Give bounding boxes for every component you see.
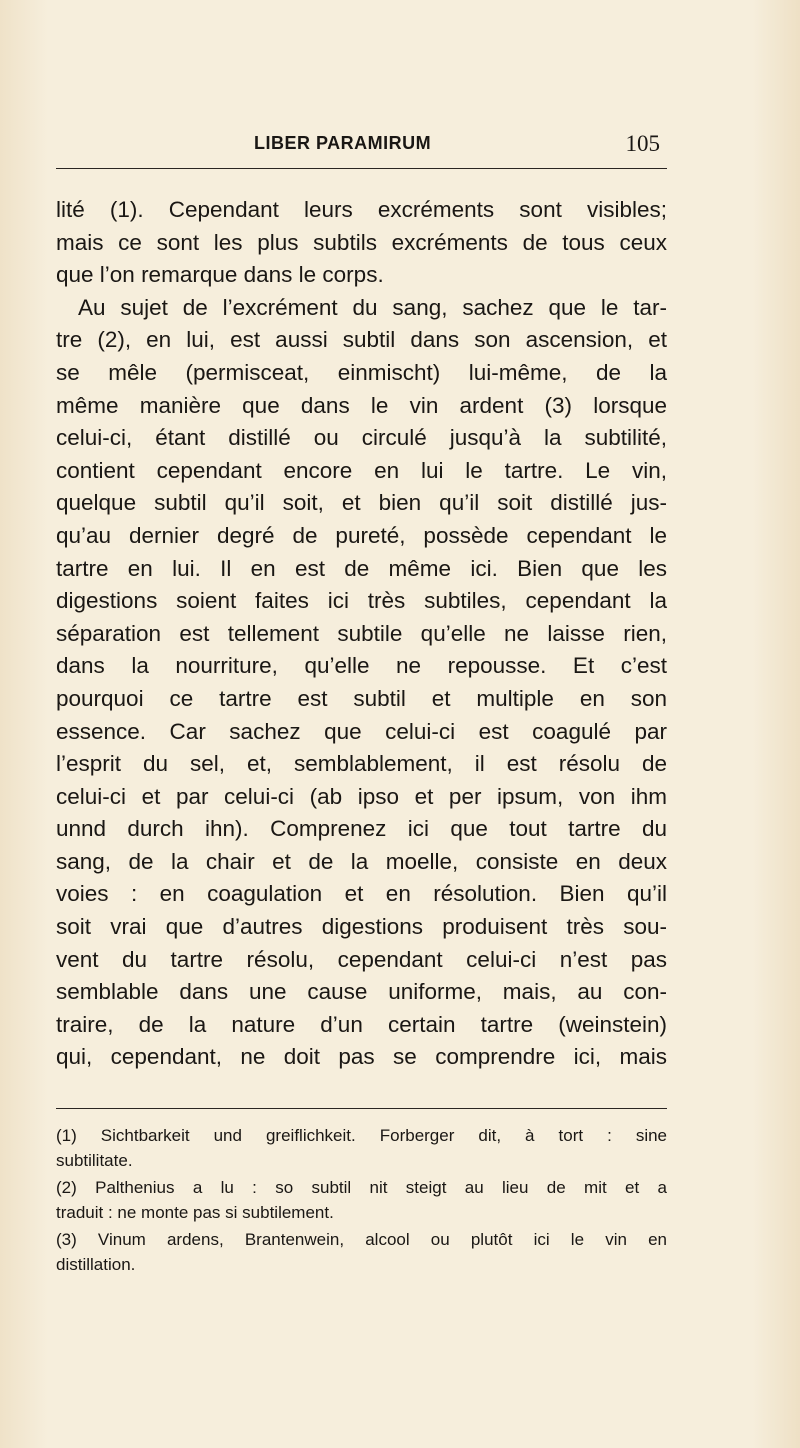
body-line: que l’on remarque dans le corps. (56, 262, 384, 288)
body-line: celui-ci, étant distillé ou circulé jusqu’à la subtilité, (56, 425, 667, 451)
body-line: même manière que dans le vin ardent (3) lorsque (56, 392, 667, 418)
running-title: LIBER PARAMIRUM (254, 133, 432, 153)
footnote-line: (1) Sichtbarkeit und greiflichkeit. Forberger dit, à tort : sine (56, 1126, 667, 1145)
body-line: essence. Car sachez que celui-ci est coagulé par (56, 718, 667, 744)
body-line: séparation est tellement subtile qu’elle ne laisse rien, (56, 620, 667, 646)
footnote-line: traduit : ne monte pas si subtilement. (56, 1202, 334, 1222)
body-line: voies : en coagulation et en résolution. Bien qu’il (56, 881, 667, 907)
body-line: quelque subtil qu’il soit, et bien qu’il soit distillé jus- (56, 490, 667, 516)
body-line: qui, cependant, ne doit pas se comprendre ici, mais (56, 1044, 667, 1070)
footnote-line: subtilitate. (56, 1150, 133, 1170)
body-line: se mêle (permisceat, einmischt) lui-même, de la (56, 359, 667, 385)
footnote-line: (2) Palthenius a lu : so subtil nit steigt au lieu de mit et a (56, 1178, 667, 1197)
body-line: celui-ci et par celui-ci (ab ipso et per ipsum, von ihm (56, 783, 667, 809)
body-line: pourquoi ce tartre est subtil et multiple en son (56, 685, 667, 711)
body-line: mais ce sont les plus subtils excréments de tous ceux (56, 229, 667, 255)
footnote-line: (3) Vinum ardens, Brantenwein, alcool ou plutôt ici le vin en (56, 1230, 667, 1249)
body-line: vent du tartre résolu, cependant celui-ci n’est pas (56, 946, 667, 972)
body-line: tre (2), en lui, est aussi subtil dans son ascension, et (56, 327, 667, 353)
footnote-rule (56, 1108, 667, 1109)
footnote (56, 1176, 667, 1225)
body-line: sang, de la chair et de la moelle, consiste en deux (56, 848, 667, 874)
body-line: l’esprit du sel, et, semblablement, il est résolu de (56, 751, 667, 777)
body-line: tartre en lui. Il en est de même ici. Bien que les (56, 555, 667, 581)
body-line: Au sujet de l’excrément du sang, sachez que le tar- (78, 294, 667, 320)
footnote-line: distillation. (56, 1254, 136, 1274)
page-number: 105 (625, 131, 660, 156)
body-line: traire, de la nature d’un certain tartre (weinstein) (56, 1011, 667, 1037)
body-line: dans la nourriture, qu’elle ne repousse. Et c’est (56, 653, 667, 679)
body-line: unnd durch ihn). Comprenez ici que tout tartre du (56, 816, 667, 842)
body-line: lité (1). Cependant leurs excréments sont visibles; (56, 197, 667, 222)
body-line: semblable dans une cause uniforme, mais, au con- (56, 979, 667, 1005)
footnote (56, 1124, 667, 1173)
body-line: contient cependant encore en lui le tartre. Le vin, (56, 457, 667, 483)
body-line: qu’au dernier degré de pureté, possède cependant le (56, 522, 667, 548)
footnote (56, 1228, 667, 1277)
body-text (56, 194, 667, 1074)
running-head (254, 133, 660, 163)
body-line: digestions soient faites ici très subtiles, cependant la (56, 588, 667, 614)
body-line: soit vrai que d’autres digestions produisent très sou- (56, 914, 667, 940)
footnotes (56, 1124, 667, 1280)
header-rule (56, 168, 667, 169)
